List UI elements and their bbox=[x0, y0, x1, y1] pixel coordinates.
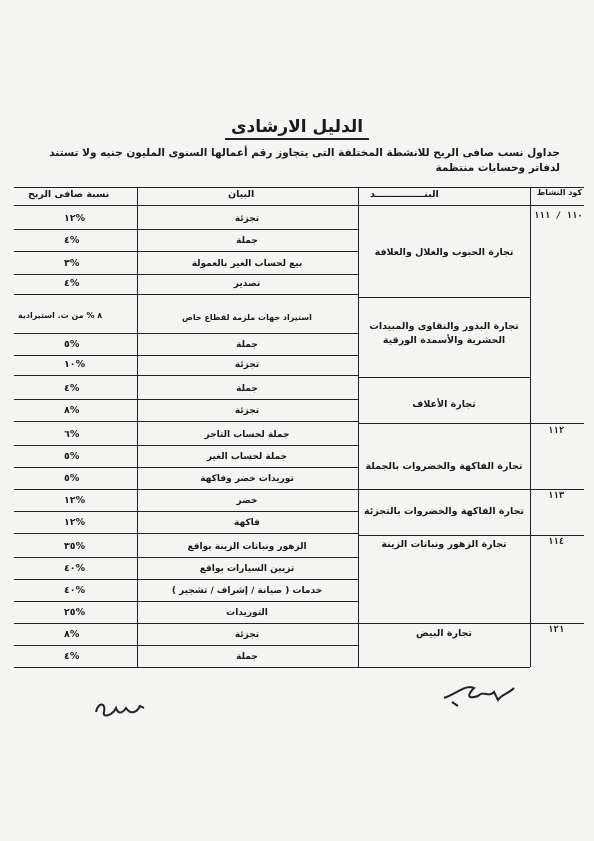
group-separator bbox=[358, 423, 584, 424]
statement-cell: التوريدات bbox=[226, 608, 268, 618]
ratio-cell: %٦ bbox=[64, 429, 80, 440]
row-separator bbox=[14, 601, 358, 602]
ratio-cell: %١٢ bbox=[64, 213, 86, 224]
activity-name: تجارة الزهور ونباتات الزينة bbox=[381, 539, 507, 550]
activity-name: تجارة الأعلاف bbox=[412, 399, 476, 410]
row-separator bbox=[14, 333, 358, 334]
group-separator bbox=[358, 535, 584, 536]
row-separator bbox=[14, 294, 358, 295]
statement-cell: الزهور ونباتات الزينة بواقع bbox=[187, 542, 307, 552]
statement-cell: فاكهة bbox=[234, 518, 260, 528]
page-subtitle: جداول نسب صافى الربح للانشطة المختلفة التى يتجاوز رقم أعمالها السنوى المليون جنيه ولا تستند لدفاتر وحسابات منتظمة bbox=[49, 147, 560, 174]
activity-name: تجارة الحبوب والغلال والعلافة bbox=[374, 247, 514, 258]
statement-cell: تصدير bbox=[233, 279, 261, 289]
statement-cell: خضر bbox=[236, 496, 258, 506]
activity-code: ١١٢ bbox=[548, 426, 565, 436]
activity-code: ١١٠ / ١١١ bbox=[534, 211, 583, 221]
row-separator bbox=[14, 421, 358, 422]
group-separator bbox=[358, 489, 584, 490]
activity-code: ١٢١ bbox=[548, 625, 565, 635]
divider-code bbox=[530, 187, 531, 667]
ratio-cell: %٤٠ bbox=[64, 585, 86, 596]
statement-cell: جملة bbox=[236, 652, 258, 662]
row-separator bbox=[14, 579, 358, 580]
ratio-cell: %١٢ bbox=[64, 495, 86, 506]
row-separator bbox=[14, 375, 358, 376]
statement-cell: خدمات ( صيانة / إشراف / تشجير ) bbox=[171, 586, 323, 596]
row-separator bbox=[14, 667, 358, 668]
header-code: كود النشاط bbox=[537, 188, 583, 197]
statement-cell: تجزئة bbox=[234, 214, 260, 224]
divider-item bbox=[358, 187, 359, 667]
statement-cell: جملة bbox=[236, 340, 258, 350]
row-separator bbox=[14, 489, 358, 490]
ratio-cell: ٨ % من ت. استيرادية bbox=[18, 311, 103, 320]
page-title: الدليل الارشادى bbox=[0, 117, 594, 137]
row-separator bbox=[14, 623, 358, 624]
statement-cell: تزيين السيارات بواقع bbox=[199, 564, 295, 574]
activity-name: تجارة الفاكهة والخضروات بالجملة bbox=[365, 461, 523, 472]
activity-name: تجارة البيض bbox=[416, 628, 472, 639]
statement-cell: توريدات خضر وفاكهة bbox=[200, 474, 294, 484]
statement-cell: جملة bbox=[236, 384, 258, 394]
table-top-line bbox=[14, 187, 584, 188]
row-separator bbox=[14, 557, 358, 558]
ratio-cell: %٥ bbox=[64, 451, 80, 462]
row-separator bbox=[14, 533, 358, 534]
ratio-cell: %٥ bbox=[64, 473, 80, 484]
activity-name: تجارة الفاكهة والخضروات بالتجزئة bbox=[364, 506, 524, 517]
group-separator bbox=[358, 623, 584, 624]
activity-code: ١١٤ bbox=[548, 537, 565, 547]
statement-cell: جملة لحساب التاجر bbox=[204, 430, 290, 440]
statement-cell: تجزئة bbox=[234, 630, 260, 640]
statement-cell: بيع لحساب الغير بالعمولة bbox=[191, 259, 303, 269]
left-signature bbox=[92, 692, 152, 722]
right-signature bbox=[438, 676, 518, 710]
ratio-cell: %٣٥ bbox=[64, 541, 86, 552]
row-separator bbox=[14, 445, 358, 446]
activity-code: ١١٣ bbox=[548, 491, 565, 501]
row-separator bbox=[14, 645, 358, 646]
activity-name: تجارة البذور والتقاوى والمبيدات الحشرية والأسمدة الورقية bbox=[369, 321, 519, 346]
ratio-cell: %٥ bbox=[64, 339, 80, 350]
header-ratio: نسبة صافى الربح bbox=[28, 189, 110, 200]
statement-cell: استيراد جهات ملزمة لقطاع خاص bbox=[182, 312, 312, 322]
statement-cell: تجزئة bbox=[234, 406, 260, 416]
statement-cell: جملة bbox=[236, 236, 258, 246]
row-separator bbox=[14, 467, 358, 468]
ratio-cell: %١٢ bbox=[64, 517, 86, 528]
ratio-cell: %٤ bbox=[64, 651, 80, 662]
ratio-cell: %٤٠ bbox=[64, 563, 86, 574]
ratio-cell: %٨ bbox=[64, 405, 80, 416]
ratio-cell: %٣ bbox=[64, 258, 80, 269]
statement-cell: تجزئة bbox=[234, 360, 260, 370]
header-bottom-line bbox=[14, 205, 584, 206]
row-separator bbox=[14, 229, 358, 230]
ratio-cell: %٢٥ bbox=[64, 607, 86, 618]
ratio-cell: %٤ bbox=[64, 278, 80, 289]
group-separator bbox=[358, 377, 530, 378]
divider-ratio bbox=[137, 187, 138, 667]
row-separator bbox=[14, 511, 358, 512]
ratio-cell: %٨ bbox=[64, 629, 80, 640]
row-separator bbox=[14, 399, 358, 400]
statement-cell: جملة لحساب الغير bbox=[206, 452, 288, 462]
header-statement: البيان bbox=[228, 189, 255, 200]
group-separator bbox=[358, 297, 530, 298]
ratio-cell: %٤ bbox=[64, 383, 80, 394]
ratio-cell: %١٠ bbox=[64, 359, 86, 370]
ratio-cell: %٤ bbox=[64, 235, 80, 246]
row-separator bbox=[14, 251, 358, 252]
header-item: البنـــــــــــــــد bbox=[370, 189, 439, 200]
